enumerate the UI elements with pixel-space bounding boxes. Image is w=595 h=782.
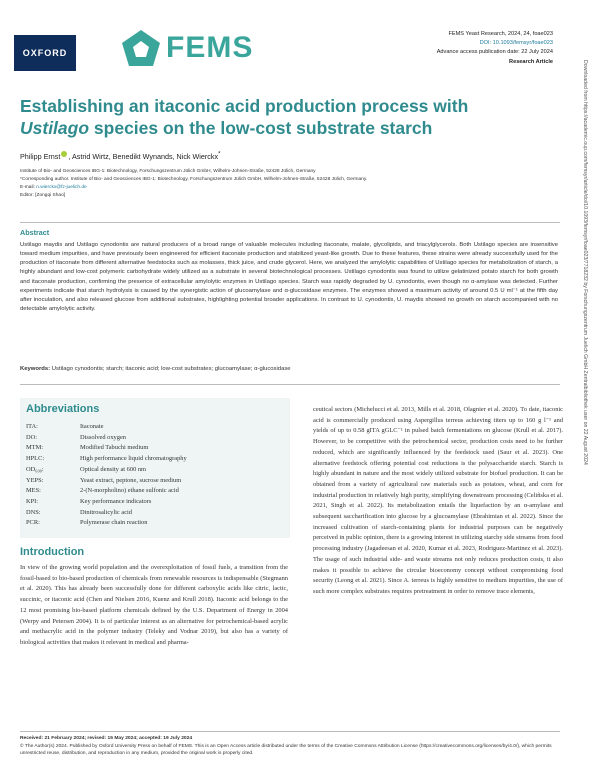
- title-genus: Ustilago: [20, 118, 90, 138]
- divider: [20, 731, 560, 732]
- title-line-1: Establishing an itaconic acid production process with: [20, 96, 469, 116]
- author-list: [20, 151, 220, 161]
- author-1: Philipp Ernst: [20, 152, 61, 161]
- copyright-notice: © The Author(s) 2024. Published by Oxford University Press on behalf of FEMS. This is an Open Access article distributed under the terms of the Creative Commons Attribution License (https://creativecommons.org/licenses/by/4.0/), which permits unrestricted reuse, distribution, and reproduction in any medium, provided the original work is properly cited.: [20, 743, 552, 757]
- abbr-value: Itaconate: [80, 423, 104, 430]
- abbr-key: OD₆₀₀:: [26, 465, 44, 473]
- email-label: E-mail:: [20, 185, 37, 190]
- abbreviation-row: [26, 422, 286, 433]
- introduction-text-right: ceutical sectors (Michelucci et al. 2013, Mills et al. 2018, Olagnier et al. 2020). To date, itaconic acid is commercially produced using Aspergillus terreus achieving titers up to 160 g l⁻¹ and yields of up to 0.58 gITA gGLC⁻¹ in pulsed batch fermentations on glucose (Krull et al. 2017). However, to be competitive with the petrochemical sector, production costs need to be further reduced, which are significantly influenced by the feedstock used (Saur et al. 2023). One alternative feedstock offering potential cost reductions is the polysaccharide starch. Starch is highly abundant in nature and the most widely utilized substrate for biofuel production. It can be obtained from a variety of agricultural raw materials such as potatoes, wheat, and corn for industrial production in relatively high purity, simplifying downstream processing (Celiñska et al. 2021, Singh et al. 2022). Its metabolization entails the liquefaction by an α-amylase and subsequent saccharification into glucose by a glucoamylase (Ebrahimian et al. 2022). Since the increased cultivation of starch-containing plants for industrial purposes can be negatively perceived in public opinion, there is a growing interest in utilizing starchy side streams from food processing industry (Jagadeesan et al. 2020, Kumar et al. 2023, Rodriguez-Martinez et al. 2023). The usage of such industrial side- and waste streams not only reduces production costs, it also makes it possible to achieve the circular bioeconomy concept without compromising food security (Leong et al. 2021). Since A. terreus is highly sensitive to medium impurities, the use of such more complex substrates requires pretreatment in order to remove trace elements,: [313, 406, 563, 595]
- journal-logo: [120, 28, 253, 68]
- article-title: [20, 95, 540, 139]
- abstract-heading: Abstract: [20, 228, 50, 237]
- abbr-key: YEPS:: [26, 476, 44, 484]
- doi-link[interactable]: DOI: 10.1093/femsyr/foae023: [479, 40, 553, 47]
- abbr-key: HPLC:: [26, 455, 45, 463]
- abbreviation-row: [26, 486, 286, 497]
- abbreviation-row: [26, 518, 286, 529]
- email-line: [20, 184, 560, 192]
- orcid-icon[interactable]: [61, 151, 67, 157]
- publisher-logo: OXFORD: [14, 35, 76, 71]
- abbreviations-heading: Abbreviations: [26, 403, 100, 415]
- download-sidebar: [579, 60, 589, 750]
- divider: [20, 384, 560, 385]
- keywords: [20, 366, 558, 372]
- journal-logo-text: FEMS: [166, 31, 254, 64]
- pentagon-logo-icon: [120, 28, 162, 68]
- abbreviation-row: [26, 476, 286, 487]
- abbreviation-row: [26, 433, 286, 444]
- abstract-text: Ustilago maydis and Ustilago cynodontis are natural producers of a broad range of valuable molecules including itaconate, malate, glycolipids, and triacylglycerols. Both Ustilago species are insensitive toward medium impurities, and have previously been engineered for efficient itaconate production and stabilized yeast-like growth. Due to these features, these strains were already successfully used for the production of itaconate from different alternative feedstocks such as molasses, thick juice, and crude glycerol. Here, we analyzed the amylolytic capabilities of Ustilago species for metabolization of starch, a highly abundant and low-cost polymeric carbohydrate widely utilized as a substrate in several biotechnological processes. Ustilago cynodontis was found to utilize gelatinized potato starch for both growth and itaconate production, confirming the presence of extracellular amylolytic enzymes in Ustilago species. Starch was rapidly degraded by U. cynodontis, even though no α-amylase was detected. Further experiments indicate that starch hydrolysis is caused by the synergistic action of glucoamylase and α-glucosidase enzymes. The enzymes showed a maximum activity of around 0.5 U ml⁻¹ at the fifth day after inoculation, and also released glucose from additional substrates, highlighting potential broader applications. In contrast to U. cynodontis, U. maydis showed no growth on starch accompanied with no detectable amylolytic activity.: [20, 242, 558, 313]
- affiliations: [20, 168, 560, 200]
- editor-line: Editor: [Zongqi Shao]: [20, 193, 66, 198]
- title-line-2: species on the low-cost substrate starch: [89, 118, 433, 138]
- abbreviation-row: [26, 497, 286, 508]
- corresponding-author: *Corresponding author. Institute of Bio- and Geosciences IBG-1: Biotechnology, Forschungszentrum Jülich GmbH, Wilhelm-Johnen-Straße, 52428 Jülich, Germany.: [20, 177, 368, 182]
- abbr-value: 2-(N-morpholino) ethane sulfonic acid: [80, 487, 179, 495]
- introduction-heading: Introduction: [20, 546, 85, 558]
- abbreviation-row: [26, 465, 286, 476]
- abbr-key: ITA:: [26, 423, 38, 430]
- publication-date: Advance access publication date: 22 July 2024: [436, 49, 553, 56]
- abbr-key: MES:: [26, 487, 41, 495]
- abbreviations-list: [26, 422, 286, 529]
- abbr-key: DNS:: [26, 508, 41, 516]
- abbr-value: Yeast extract, peptone, sucrose medium: [80, 476, 182, 484]
- abbr-value: Modified Tabuchi medium: [80, 444, 149, 452]
- affiliation-line: Institute of Bio- and Geosciences IBG-1: Biotechnology, Forschungszentrum Jülich GmbH, Wilhelm-Johnen-Straße, 52428 Jülich, Germany: [20, 169, 316, 174]
- other-authors: , Astrid Wirtz, Benedikt Wynands, Nick Wierckx: [68, 152, 219, 161]
- divider: [20, 222, 560, 223]
- abbr-value: Dissolved oxygen: [80, 433, 126, 441]
- abbreviation-row: [26, 508, 286, 519]
- introduction-text-left: In view of the growing world population and the overexploitation of fossil fuels, a transition from the fossil-based to bio-based production of chemicals from renewable resources is indispensable (Stegmann et al. 2020). This has already been successfully done for different carboxylic acids like citric, lactic, succinic, or itaconic acid (Chen and Nielsen 2016, Kuenz and Krull 2018). Itaconic acid belongs to the 12 most promising bio-based platform chemicals defined by the U.S. Department of Energy in 2004 (Werpy and Petersen 2004). It is of particular interest as an alternative for petrochemical-based acrylic and methacrylic acid in the polymer industry (Teleky and Vodnar 2019), but also has a variety of biological activities that makes it relevant in medical and pharma-: [20, 564, 288, 646]
- abbr-key: MTM:: [26, 444, 44, 452]
- abbreviation-row: [26, 443, 286, 454]
- article-type: Research Article: [509, 58, 553, 65]
- abbr-value: Optical density at 600 nm: [80, 465, 147, 473]
- abbr-value: High performance liquid chromatography: [80, 455, 187, 463]
- abbr-value: Key performance indicators: [80, 497, 152, 505]
- article-meta: [437, 30, 553, 67]
- corresponding-star: *: [218, 151, 221, 158]
- abbr-value: Polymerase chain reaction: [80, 519, 148, 527]
- abbr-value: Dinitrosalicylic acid: [80, 508, 132, 516]
- keywords-list: Ustilago cynodontis; starch; itaconic acid; low-cost substrates; glucoamylase; α-glucosidase: [50, 366, 291, 372]
- citation: FEMS Yeast Research, 2024, 24, foae023: [448, 31, 553, 37]
- footer: [20, 735, 560, 758]
- abbr-key: KPI:: [26, 497, 39, 505]
- received-dates: Received: 21 February 2024; revised: 15 May 2024; accepted: 19 July 2024: [20, 736, 193, 741]
- email-link[interactable]: n.wierckx@fz-juelich.de: [36, 185, 87, 190]
- abbreviation-row: [26, 454, 286, 465]
- abbr-key: DO:: [26, 433, 38, 441]
- download-note: Downloaded from https://academic.oup.com/femsyr/article/doi/10.1093/femsyr/foae023/7718232 by Forschungszentrum Juelich GmbH Zentralbibliothek user on 22 August 2024: [582, 60, 588, 465]
- abbr-key: PCR:: [26, 519, 40, 527]
- keywords-label: Keywords:: [20, 366, 51, 372]
